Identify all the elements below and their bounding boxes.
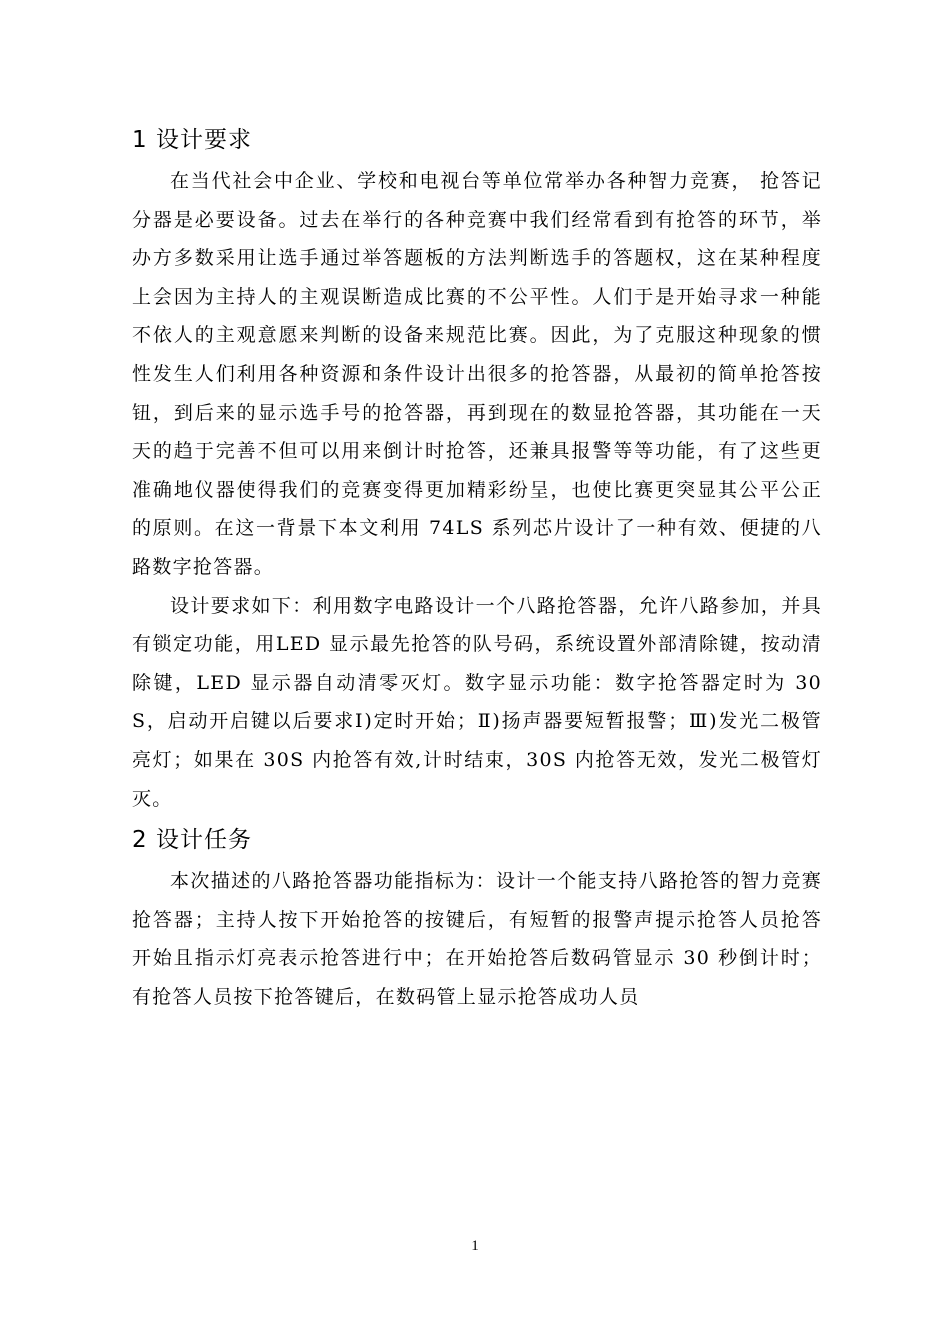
paragraph-task: 本次描述的八路抢答器功能指标为：设计一个能支持八路抢答的智力竞赛抢答器；主持人按下开始抢答的按键后，有短暂的报警声提示抢答人员抢答开始且指示灯亮表示抢答进行中；在开始抢答后数码管显示 30 秒倒计时；有抢答人员按下抢答键后，在数码管上显示抢答成功人员 <box>132 870 822 1008</box>
paragraph-background: 在当代社会中企业、学校和电视台等单位常举办各种智力竞赛， 抢答记分器是必要设备。过去在举行的各种竞赛中我们经常看到有抢答的环节，举办方多数采用让选手通过举答题板的方法判断选手的答题权，这在某种程度上会因为主持人的主观误断造成比赛的不公平性。人们于是开始寻求一种能不依人的主观意愿来判断的设备来规范比赛。因此，为了克服这种现象的惯性发生人们利用各种资源和条件设计出很多的抢答器，从最初的简单抢答按钮，到后来的显示选手号的抢答器，再到现在的数显抢答器，其功能在一天天的趋于完善不但可以用来倒计时抢答，还兼具报警等等功能，有了这些更准确地仪器使得我们的竞赛变得更加精彩纷呈，也使比赛更突显其公平公正的原则。在这一背景下本文利用 74LS 系列芯片设计了一种有效、便捷的八路数字抢答器。 <box>132 170 822 578</box>
page-number: 1 <box>471 1238 479 1254</box>
paragraph-requirements: 设计要求如下：利用数字电路设计一个八路抢答器，允许八路参加，并具有锁定功能，用LED 显示最先抢答的队号码，系统设置外部清除键，按动清除键，LED 显示器自动清零灭灯。数字显示功能：数字抢答器定时为 30S，启动开启键以后要求Ⅰ)定时开始；Ⅱ)扬声器要短暂报警；Ⅲ)发光二极管亮灯；如果在 30S 内抢答有效,计时结束，30S 内抢答无效，发光二极管灯灭。 <box>132 594 822 810</box>
section-heading-design-requirements: 1 设计要求 <box>132 127 252 153</box>
page-body <box>132 118 822 1016</box>
section-heading-design-task: 2 设计任务 <box>132 827 252 854</box>
